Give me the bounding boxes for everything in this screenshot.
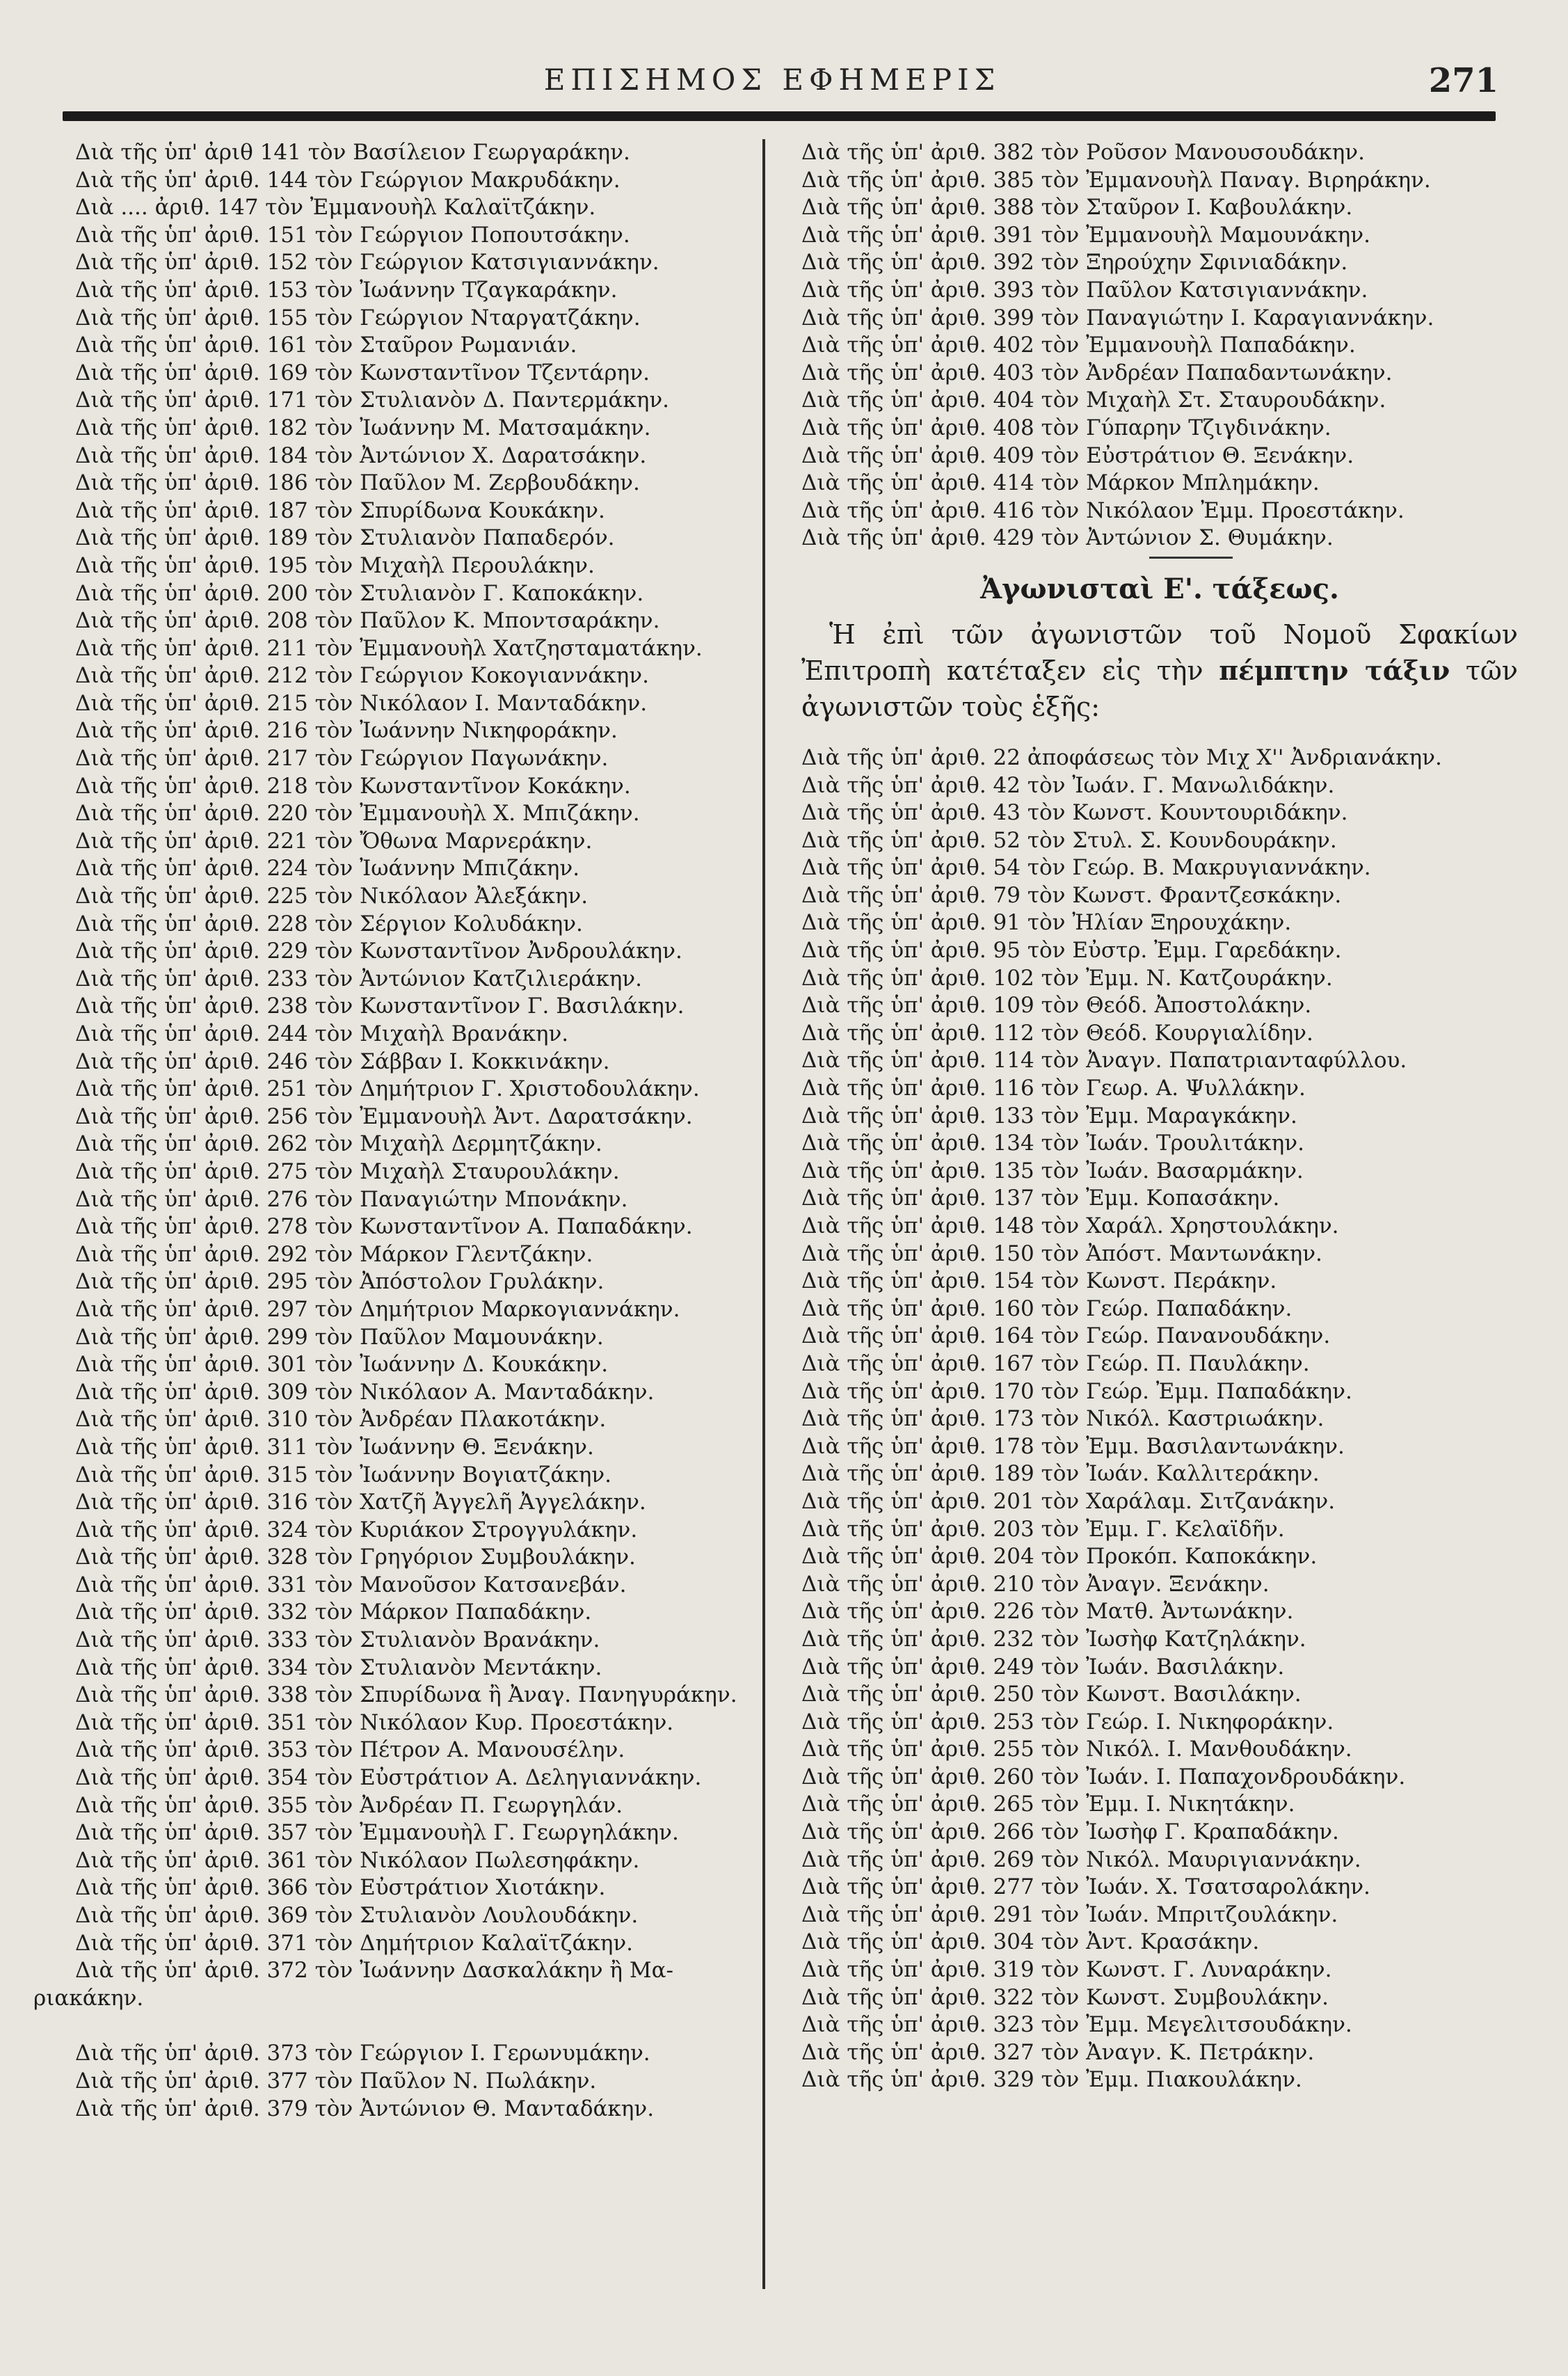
list-item: Διὰ τῆς ὑπ' ἀριθ. 309 τὸν Νικόλαον Α. Μανταδάκην. [75, 1379, 655, 1405]
list-item: Διὰ τῆς ὑπ' ἀριθ. 221 τὸν Ὄθωνα Μαρνεράκην. [75, 828, 593, 854]
list-item: Διὰ τῆς ὑπ' ἀριθ. 429 τὸν Ἀντώνιον Σ. Θυμάκην. [801, 525, 1334, 551]
column-divider [762, 139, 765, 2289]
list-item: Διὰ τῆς ὑπ' ἀριθ. 167 τὸν Γεώρ. Π. Παυλάκην. [801, 1350, 1310, 1376]
list-item: Διὰ τῆς ὑπ' ἀριθ. 250 τὸν Κωνστ. Βασιλάκην. [801, 1682, 1302, 1707]
list-item: Διὰ τῆς ὑπ' ἀριθ. 353 τὸν Πέτρον Α. Μανουσέλην. [75, 1737, 625, 1763]
list-item: Διὰ τῆς ὑπ' ἀριθ 141 τὸν Βασίλειον Γεωργαράκην. [75, 140, 630, 165]
list-item: Διὰ τῆς ὑπ' ἀριθ. 319 τὸν Κωνστ. Γ. Λυναράκην. [801, 1957, 1332, 1983]
list-item: Διὰ τῆς ὑπ' ἀριθ. 369 τὸν Στυλιανὸν Λουλουδάκην. [75, 1903, 639, 1928]
list-item: Διὰ τῆς ὑπ' ἀριθ. 404 τὸν Μιχαὴλ Στ. Σταυρουδάκην. [801, 388, 1386, 413]
list-item: Διὰ τῆς ὑπ' ἀριθ. 22 ἀποφάσεως τὸν Μιχ Χ'' Ἀνδριανάκην. [801, 744, 1442, 770]
list-item: Διὰ τῆς ὑπ' ἀριθ. 152 τὸν Γεώργιον Κατσιγιαννάκην. [75, 250, 659, 276]
list-item: Διὰ τῆς ὑπ' ἀριθ. 260 τὸν Ἰωάν. Ι. Παπαχονδρουδάκην. [801, 1764, 1406, 1789]
list-item: Διὰ τῆς ὑπ' ἀριθ. 135 τὸν Ἰωάν. Βασαρμάκην. [801, 1158, 1304, 1183]
list-item: Διὰ τῆς ὑπ' ἀριθ. 402 τὸν Ἐμμανουὴλ Παπαδάκην. [801, 333, 1356, 358]
list-item: Διὰ τῆς ὑπ' ἀριθ. 276 τὸν Παναγιώτην Μπονάκην. [75, 1186, 628, 1212]
header-rule [63, 111, 1496, 121]
list-item: Διὰ τῆς ὑπ' ἀριθ. 275 τὸν Μιχαὴλ Σταυρουλάκην. [75, 1158, 620, 1184]
list-item: Διὰ τῆς ὑπ' ἀριθ. 323 τὸν Ἐμμ. Μεγελιτσουδάκην. [801, 2012, 1352, 2038]
list-item: Διὰ τῆς ὑπ' ἀριθ. 224 τὸν Ἰωάννην Μπιζάκην. [75, 856, 580, 882]
list-item: Διὰ τῆς ὑπ' ἀριθ. 238 τὸν Κωνσταντῖνον Γ. Βασιλάκην. [75, 994, 685, 1019]
list-item: Διὰ τῆς ὑπ' ἀριθ. 160 τὸν Γεώρ. Παπαδάκην. [801, 1295, 1293, 1321]
list-item: Διὰ τῆς ὑπ' ἀριθ. 43 τὸν Κωνστ. Κουντουριδάκην. [801, 800, 1348, 826]
list-item: Διὰ τῆς ὑπ' ἀριθ. 225 τὸν Νικόλαον Ἀλεξάκην. [75, 884, 589, 909]
list-item: Διὰ τῆς ὑπ' ἀριθ. 133 τὸν Ἐμμ. Μαραγκάκην. [801, 1103, 1297, 1129]
list-item: Διὰ τῆς ὑπ' ἀριθ. 331 τὸν Μανοῦσον Κατσανεβάν. [75, 1572, 627, 1597]
list-item: Διὰ τῆς ὑπ' ἀριθ. 184 τὸν Ἀντώνιον Χ. Δαρατσάκην. [75, 442, 647, 468]
list-item: Διὰ τῆς ὑπ' ἀριθ. 134 τὸν Ἰωάν. Τρουλιτάκην. [801, 1131, 1304, 1156]
list-item: Διὰ τῆς ὑπ' ἀριθ. 216 τὸν Ἰωάννην Νικηφοράκην. [75, 718, 618, 744]
intro-text-pre: Ἡ ἐπὶ τῶν ἀγωνιστῶν τοῦ Νομοῦ Σφακίων Ἐπιτροπὴ κατέταξεν εἰς τὴν [801, 619, 1518, 686]
list-item: Διὰ τῆς ὑπ' ἀριθ. 338 τὸν Σπυρίδωνα ἢ Ἀναγ. Πανηγυράκην. [75, 1682, 737, 1708]
list-item: Διὰ τῆς ὑπ' ἀριθ. 210 τὸν Ἀναγν. Ξενάκην. [801, 1571, 1270, 1597]
list-item: Διὰ τῆς ὑπ' ἀριθ. 79 τὸν Κωνστ. Φραντζεσκάκην. [801, 882, 1342, 908]
list-item: Διὰ τῆς ὑπ' ἀριθ. 151 τὸν Γεώργιον Ποπουτσάκην. [75, 222, 630, 248]
list-item: Διὰ τῆς ὑπ' ἀριθ. 328 τὸν Γρηγόριον Συμβουλάκην. [75, 1545, 636, 1570]
list-item: Διὰ τῆς ὑπ' ἀριθ. 228 τὸν Σέργιον Κολυδάκην. [75, 911, 583, 936]
list-item: Διὰ τῆς ὑπ' ἀριθ. 229 τὸν Κωνσταντῖνον Ἀνδρουλάκην. [75, 939, 682, 964]
list-item: Διὰ τῆς ὑπ' ἀριθ. 153 τὸν Ἰωάννην Τζαγκαράκην. [75, 277, 618, 303]
list-item: Διὰ τῆς ὑπ' ἀριθ. 155 τὸν Γεώργιον Νταργατζάκην. [75, 305, 641, 330]
list-item: Διὰ τῆς ὑπ' ἀριθ. 253 τὸν Γεώρ. Ι. Νικηφοράκην. [801, 1709, 1334, 1735]
list-item: Διὰ τῆς ὑπ' ἀριθ. 211 τὸν Ἐμμανουὴλ Χατζησταματάκην. [75, 635, 703, 661]
list-item: Διὰ τῆς ὑπ' ἀριθ. 265 τὸν Ἐμμ. Ι. Νικητάκην. [801, 1792, 1295, 1817]
list-item: Διὰ τῆς ὑπ' ἀριθ. 329 τὸν Ἐμμ. Πιακουλάκην. [801, 2067, 1302, 2093]
list-item: Διὰ τῆς ὑπ' ἀριθ. 182 τὸν Ἰωάννην Μ. Ματσαμάκην. [75, 415, 651, 440]
list-item: Διὰ τῆς ὑπ' ἀριθ. 218 τὸν Κωνσταντῖνον Κοκάκην. [75, 773, 631, 799]
list-item: Διὰ τῆς ὑπ' ἀριθ. 178 τὸν Ἐμμ. Βασιλαντωνάκην. [801, 1433, 1345, 1459]
list-item: Διὰ τῆς ὑπ' ἀριθ. 324 τὸν Κυριάκον Στρογγυλάκην. [75, 1517, 638, 1542]
list-item: Διὰ τῆς ὑπ' ἀριθ. 137 τὸν Ἐμμ. Κοπασάκην. [801, 1186, 1280, 1211]
list-item: Διὰ τῆς ὑπ' ἀριθ. 91 τὸν Ἠλίαν Ξηρουχάκην. [801, 910, 1292, 936]
list-item: Διὰ τῆς ὑπ' ἀριθ. 189 τὸν Στυλιανὸν Παπαδερόν. [75, 525, 615, 551]
list-item: Διὰ τῆς ὑπ' ἀριθ. 269 τὸν Νικόλ. Μαυριγιαννάκην. [801, 1847, 1361, 1872]
list-item: Διὰ τῆς ὑπ' ἀριθ. 170 τὸν Γεώρ. Ἐμμ. Παπαδάκην. [801, 1378, 1352, 1404]
list-item: Διὰ τῆς ὑπ' ἀριθ. 164 τὸν Γεώρ. Πανανουδάκην. [801, 1323, 1331, 1349]
list-item: Διὰ τῆς ὑπ' ἀριθ. 233 τὸν Ἀντώνιον Κατζιλιεράκην. [75, 966, 642, 991]
list-item: Διὰ τῆς ὑπ' ἀριθ. 266 τὸν Ἰωσὴφ Γ. Κραπαδάκην. [801, 1819, 1339, 1845]
list-item: Διὰ τῆς ὑπ' ἀριθ. 295 τὸν Ἀπόστολον Γρυλάκην. [75, 1269, 605, 1295]
list-item: Διὰ τῆς ὑπ' ἀριθ. 355 τὸν Ἀνδρέαν Π. Γεωργηλάν. [75, 1792, 623, 1818]
list-item-continuation: ριακάκην. [33, 1985, 144, 2011]
list-item: Διὰ τῆς ὑπ' ἀριθ. 414 τὸν Μάρκον Μπλημάκην. [801, 470, 1320, 496]
list-item: Διὰ τῆς ὑπ' ἀριθ. 246 τὸν Σάββαν Ι. Κοκκινάκην. [75, 1049, 610, 1074]
list-item: Διὰ τῆς ὑπ' ἀριθ. 334 τὸν Στυλιανὸν Μεντάκην. [75, 1655, 602, 1680]
list-item: Διὰ τῆς ὑπ' ἀριθ. 373 τὸν Γεώργιον Ι. Γερωνυμάκην. [75, 2041, 650, 2066]
list-item: Διὰ τῆς ὑπ' ἀριθ. 351 τὸν Νικόλαον Κυρ. Προεστάκην. [75, 1709, 674, 1735]
list-item: Διὰ τῆς ὑπ' ἀριθ. 244 τὸν Μιχαὴλ Βρανάκην. [75, 1021, 569, 1046]
intro-text-post: τῶν ἀγωνιστῶν τοὺς ἑξῆς: [801, 655, 1518, 722]
list-item: Διὰ τῆς ὑπ' ἀριθ. 366 τὸν Εὐστράτιον Χιοτάκην. [75, 1875, 606, 1901]
list-item: Διὰ τῆς ὑπ' ἀριθ. 203 τὸν Ἐμμ. Γ. Κελαϊδῆν. [801, 1516, 1285, 1542]
section-rule [1149, 557, 1233, 559]
list-item: Διὰ τῆς ὑπ' ἀριθ. 327 τὸν Ἀναγν. Κ. Πετράκην. [801, 2039, 1315, 2065]
list-item: Διὰ τῆς ὑπ' ἀριθ. 215 τὸν Νικόλαον Ι. Μανταδάκην. [75, 690, 648, 716]
list-item: Διὰ τῆς ὑπ' ἀριθ. 249 τὸν Ἰωάν. Βασιλάκην. [801, 1654, 1285, 1680]
list-item: Διὰ τῆς ὑπ' ἀριθ. 251 τὸν Δημήτριον Γ. Χριστοδουλάκην. [75, 1076, 700, 1102]
page-header [0, 56, 1568, 139]
list-item: Διὰ τῆς ὑπ' ἀριθ. 255 τὸν Νικόλ. Ι. Μανθουδάκην. [801, 1737, 1352, 1762]
list-item: Διὰ τῆς ὑπ' ἀριθ. 322 τὸν Κωνστ. Συμβουλάκην. [801, 1984, 1329, 2010]
list-item: Διὰ τῆς ὑπ' ἀριθ. 187 τὸν Σπυρίδωνα Κουκάκην. [75, 497, 605, 523]
page-number: 271 [1428, 61, 1498, 100]
list-item: Διὰ τῆς ὑπ' ἀριθ. 220 τὸν Ἐμμανουὴλ Χ. Μπιζάκην. [75, 801, 640, 827]
list-item: Διὰ τῆς ὑπ' ἀριθ. 195 τὸν Μιχαὴλ Περουλάκην. [75, 552, 595, 578]
list-item: Διὰ τῆς ὑπ' ἀριθ. 297 τὸν Δημήτριον Μαρκογιαννάκην. [75, 1296, 680, 1322]
list-item: Διὰ τῆς ὑπ' ἀριθ. 171 τὸν Στυλιανὸν Δ. Παντερμάκην. [75, 388, 670, 413]
list-item: Διὰ τῆς ὑπ' ἀριθ. 301 τὸν Ἰωάννην Δ. Κουκάκην. [75, 1352, 609, 1378]
list-item: Διὰ τῆς ὑπ' ἀριθ. 116 τὸν Γεωρ. Α. Ψυλλάκην. [801, 1076, 1306, 1101]
list-item: Διὰ τῆς ὑπ' ἀριθ. 382 τὸν Ροῦσον Μανουσουδάκην. [801, 140, 1365, 165]
list-item: Διὰ τῆς ὑπ' ἀριθ. 277 τὸν Ἰωάν. Χ. Τσατσαρολάκην. [801, 1874, 1370, 1900]
list-item: Διὰ τῆς ὑπ' ἀριθ. 256 τὸν Ἐμμανουὴλ Ἀντ. Δαρατσάκην. [75, 1103, 693, 1129]
list-item: Διὰ τῆς ὑπ' ἀριθ. 393 τὸν Παῦλον Κατσιγιαννάκην. [801, 277, 1368, 303]
left-column [33, 139, 743, 2123]
list-item: Διὰ τῆς ὑπ' ἀριθ. 102 τὸν Ἐμμ. Ν. Κατζουράκην. [801, 965, 1333, 991]
list-item: Διὰ τῆς ὑπ' ἀριθ. 201 τὸν Χαράλαμ. Σιτζανάκην. [801, 1488, 1336, 1514]
left-entry-list-after [75, 2040, 743, 2123]
list-item: Διὰ τῆς ὑπ' ἀριθ. 391 τὸν Ἐμμανουὴλ Μαμουνάκην. [801, 222, 1370, 248]
list-item: Διὰ τῆς ὑπ' ἀριθ. 144 τὸν Γεώργιον Μακρυδάκην. [75, 167, 621, 193]
list-item: Διὰ τῆς ὑπ' ἀριθ. 333 τὸν Στυλιανὸν Βρανάκην. [75, 1627, 600, 1653]
list-item: Διὰ τῆς ὑπ' ἀριθ. 189 τὸν Ἰωάν. Καλλιτεράκην. [801, 1461, 1320, 1487]
list-item: Διὰ τῆς ὑπ' ἀριθ. 357 τὸν Ἐμμανουὴλ Γ. Γεωργηλάκην. [75, 1820, 679, 1846]
list-item: Διὰ τῆς ὑπ' ἀριθ. 148 τὸν Χαράλ. Χρηστουλάκην. [801, 1213, 1339, 1238]
intro-text-bold: πέμπτην τάξιν [1219, 654, 1450, 686]
list-item: Διὰ τῆς ὑπ' ἀριθ. 200 τὸν Στυλιανὸν Γ. Καποκάκην. [75, 580, 644, 606]
list-item: Διὰ τῆς ὑπ' ἀριθ. 385 τὸν Ἐμμανουὴλ Παναγ. Βιρηράκην. [801, 167, 1431, 193]
list-item: Διὰ τῆς ὑπ' ἀριθ. 114 τὸν Ἀναγν. Παπατριανταφύλλου. [801, 1048, 1407, 1074]
list-item: Διὰ τῆς ὑπ' ἀριθ. 232 τὸν Ἰωσὴφ Κατζηλάκην. [801, 1626, 1306, 1652]
right-column [801, 139, 1518, 2094]
list-item: Διὰ τῆς ὑπ' ἀριθ. 372 τὸν Ἰωάννην Δασκαλάκην ἢ Μα- [75, 1958, 674, 1984]
list-item: Διὰ τῆς ὑπ' ἀριθ. 161 τὸν Σταῦρον Ρωμανιάν. [75, 333, 577, 358]
list-item: Διὰ τῆς ὑπ' ἀριθ. 208 τὸν Παῦλον Κ. Μποντσαράκην. [75, 608, 660, 634]
list-item: Διὰ τῆς ὑπ' ἀριθ. 150 τὸν Ἀπόστ. Μαντωνάκην. [801, 1241, 1322, 1266]
list-item: Διὰ τῆς ὑπ' ἀριθ. 204 τὸν Προκόπ. Καποκάκην. [801, 1544, 1318, 1570]
list-item: Διὰ τῆς ὑπ' ἀριθ. 315 τὸν Ἰωάννην Βογιατζάκην. [75, 1462, 612, 1488]
list-item: Διὰ τῆς ὑπ' ἀριθ. 52 τὸν Στυλ. Σ. Κουνδουράκην. [801, 827, 1337, 853]
list-item: Διὰ τῆς ὑπ' ἀριθ. 169 τὸν Κωνσταντῖνον Τζεντάρην. [75, 360, 650, 385]
list-item: Διὰ τῆς ὑπ' ἀριθ. 388 τὸν Σταῦρον Ι. Καβουλάκην. [801, 195, 1353, 221]
list-item: Διὰ τῆς ὑπ' ἀριθ. 291 τὸν Ἰωάν. Μπριτζουλάκην. [801, 1901, 1338, 1927]
left-entry-list [75, 139, 743, 1985]
list-item: Διὰ τῆς ὑπ' ἀριθ. 54 τὸν Γεώρ. Β. Μακρυγιαννάκην. [801, 855, 1371, 881]
list-item: Διὰ τῆς ὑπ' ἀριθ. 409 τὸν Εὐστράτιον Θ. Ξενάκην. [801, 442, 1354, 468]
list-item: Διὰ τῆς ὑπ' ἀριθ. 292 τὸν Μάρκον Γλεντζάκην. [75, 1241, 593, 1267]
right-entry-list-bottom [801, 744, 1518, 2094]
running-head: ΕΠΙΣΗΜΟΣ ΕΦΗΜΕΡΙΣ [543, 63, 1001, 97]
section-intro [801, 616, 1518, 725]
list-item: Διὰ τῆς ὑπ' ἀριθ. 154 τὸν Κωνστ. Περάκην. [801, 1268, 1277, 1294]
list-item: Διὰ τῆς ὑπ' ἀριθ. 226 τὸν Ματθ. Ἀντωνάκην. [801, 1599, 1294, 1625]
list-item: Διὰ τῆς ὑπ' ἀριθ. 416 τὸν Νικόλαον Ἐμμ. Προεστάκην. [801, 497, 1405, 523]
list-item: Διὰ τῆς ὑπ' ἀριθ. 379 τὸν Ἀντώνιον Θ. Μανταδάκην. [75, 2096, 655, 2121]
list-item: Διὰ τῆς ὑπ' ἀριθ. 95 τὸν Εὐστρ. Ἐμμ. Γαρεδάκην. [801, 938, 1342, 964]
list-item: Διὰ τῆς ὑπ' ἀριθ. 186 τὸν Παῦλον Μ. Ζερβουδάκην. [75, 470, 640, 496]
list-item: Διὰ .... ἀριθ. 147 τὸν Ἐμμανουὴλ Καλαϊτζάκην. [75, 195, 596, 221]
right-entry-list-top [801, 139, 1518, 552]
list-item: Διὰ τῆς ὑπ' ἀριθ. 332 τὸν Μάρκον Παπαδάκην. [75, 1600, 592, 1625]
list-item: Διὰ τῆς ὑπ' ἀριθ. 212 τὸν Γεώργιον Κοκογιαννάκην. [75, 663, 649, 689]
list-item: Διὰ τῆς ὑπ' ἀριθ. 316 τὸν Χατζῆ Ἀγγελῆ Ἀγγελάκην. [75, 1490, 646, 1515]
list-item: Διὰ τῆς ὑπ' ἀριθ. 109 τὸν Θεόδ. Ἀποστολάκην. [801, 993, 1312, 1019]
list-item: Διὰ τῆς ὑπ' ἀριθ. 112 τὸν Θεόδ. Κουργιαλίδην. [801, 1020, 1313, 1046]
list-item: Διὰ τῆς ὑπ' ἀριθ. 408 τὸν Γύπαρην Τζιγδινάκην. [801, 415, 1331, 440]
list-item: Διὰ τῆς ὑπ' ἀριθ. 42 τὸν Ἰωάν. Γ. Μανωλιδάκην. [801, 772, 1335, 798]
list-item: Διὰ τῆς ὑπ' ἀριθ. 304 τὸν Ἀντ. Κρασάκην. [801, 1929, 1260, 1955]
list-item: Διὰ τῆς ὑπ' ἀριθ. 262 τὸν Μιχαὴλ Δερμητζάκην. [75, 1131, 602, 1157]
list-item: Διὰ τῆς ὑπ' ἀριθ. 392 τὸν Ξηρούχην Σφινιαδάκην. [801, 250, 1348, 276]
list-item: Διὰ τῆς ὑπ' ἀριθ. 354 τὸν Εὐστράτιον Α. Δεληγιαννάκην. [75, 1765, 702, 1791]
list-item: Διὰ τῆς ὑπ' ἀριθ. 310 τὸν Ἀνδρέαν Πλακοτάκην. [75, 1407, 607, 1433]
list-item: Διὰ τῆς ὑπ' ἀριθ. 311 τὸν Ἰωάννην Θ. Ξενάκην. [75, 1434, 594, 1460]
list-item: Διὰ τῆς ὑπ' ἀριθ. 217 τὸν Γεώργιον Παγωνάκην. [75, 746, 609, 772]
list-item: Διὰ τῆς ὑπ' ἀριθ. 278 τὸν Κωνσταντῖνον Α. Παπαδάκην. [75, 1214, 693, 1240]
section-title: Ἀγωνισταὶ Ε'. τάξεως. [980, 572, 1339, 605]
list-item: Διὰ τῆς ὑπ' ἀριθ. 173 τὸν Νικόλ. Καστριωάκην. [801, 1406, 1325, 1432]
list-item: Διὰ τῆς ὑπ' ἀριθ. 403 τὸν Ἀνδρέαν Παπαδαντωνάκην. [801, 360, 1393, 385]
list-item: Διὰ τῆς ὑπ' ἀριθ. 361 τὸν Νικόλαον Πωλεσηφάκην. [75, 1847, 640, 1873]
list-item: Διὰ τῆς ὑπ' ἀριθ. 299 τὸν Παῦλον Μαμουνάκην. [75, 1324, 604, 1350]
list-item: Διὰ τῆς ὑπ' ἀριθ. 371 τὸν Δημήτριον Καλαϊτζάκην. [75, 1930, 634, 1956]
list-item: Διὰ τῆς ὑπ' ἀριθ. 399 τὸν Παναγιώτην Ι. Καραγιαννάκην. [801, 305, 1434, 330]
list-item: Διὰ τῆς ὑπ' ἀριθ. 377 τὸν Παῦλον Ν. Πωλάκην. [75, 2068, 597, 2094]
